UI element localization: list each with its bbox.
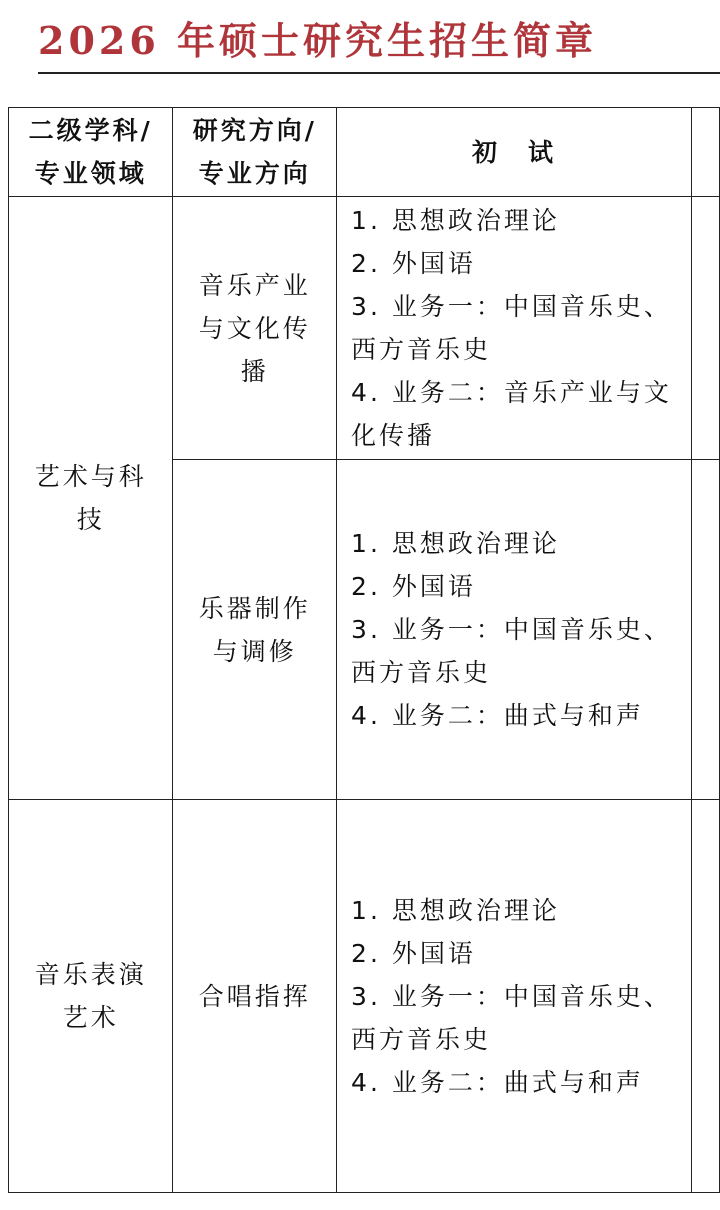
discipline-cell — [9, 197, 173, 800]
exam-subjects-cell — [337, 197, 692, 460]
direction-line1: 音乐产业 — [198, 270, 311, 300]
column-header-direction-line1: 研究方向/ — [192, 116, 317, 145]
discipline-line1: 艺术与科 — [34, 462, 147, 491]
direction-line1: 合唱指挥 — [198, 981, 311, 1011]
direction-cell — [173, 460, 337, 800]
column-header-discipline — [9, 108, 173, 197]
column-header-discipline-line2: 专业领域 — [34, 159, 147, 188]
exam-line: 1. 思想政治理论 — [351, 895, 560, 925]
header-divider — [38, 72, 720, 74]
discipline-line2: 艺术 — [62, 1003, 119, 1032]
page-title: 2026 年硕士研究生招生简章 — [38, 18, 597, 63]
table-row — [9, 800, 720, 1193]
direction-line2: 与调修 — [212, 636, 297, 666]
column-header-direction-line2: 专业方向 — [198, 159, 311, 188]
column-header-direction — [173, 108, 337, 197]
exam-line: 2. 外国语 — [351, 572, 476, 601]
exam-line: 4. 业务二：曲式与和声 — [351, 701, 644, 730]
cut-off-cell — [691, 197, 719, 460]
direction-cell — [173, 197, 337, 460]
exam-subjects-cell — [337, 800, 692, 1193]
discipline-line2: 技 — [76, 505, 105, 534]
exam-line: 1. 思想政治理论 — [351, 529, 560, 558]
exam-line: 西方音乐史 — [351, 658, 492, 687]
discipline-cell — [9, 800, 173, 1193]
exam-subjects-cell — [337, 460, 692, 800]
discipline-line1: 音乐表演 — [34, 960, 147, 989]
exam-line: 1. 思想政治理论 — [351, 206, 560, 235]
admissions-table — [8, 107, 720, 1193]
column-header-discipline-line1: 二级学科/ — [28, 116, 153, 145]
exam-line: 4. 业务二：曲式与和声 — [351, 1067, 644, 1097]
direction-line3: 播 — [240, 356, 269, 386]
direction-line2: 与文化传 — [198, 313, 311, 343]
exam-line: 化传播 — [351, 421, 436, 450]
exam-line: 西方音乐史 — [351, 335, 492, 364]
table-row — [9, 197, 720, 460]
column-header-cut-off — [691, 108, 719, 197]
exam-line: 3. 业务一：中国音乐史、 — [351, 615, 672, 644]
direction-cell — [173, 800, 337, 1193]
exam-line: 2. 外国语 — [351, 249, 476, 278]
exam-line: 2. 外国语 — [351, 938, 476, 968]
table-header-row — [9, 108, 720, 197]
cut-off-cell — [691, 460, 719, 800]
direction-line1: 乐器制作 — [198, 593, 311, 623]
exam-line: 西方音乐史 — [351, 1024, 492, 1054]
exam-line: 3. 业务一：中国音乐史、 — [351, 292, 672, 321]
exam-line: 4. 业务二：音乐产业与文 — [351, 378, 672, 407]
exam-line: 3. 业务一：中国音乐史、 — [351, 981, 672, 1011]
cut-off-cell — [691, 800, 719, 1193]
column-header-initial-exam: 初 试 — [337, 108, 692, 197]
